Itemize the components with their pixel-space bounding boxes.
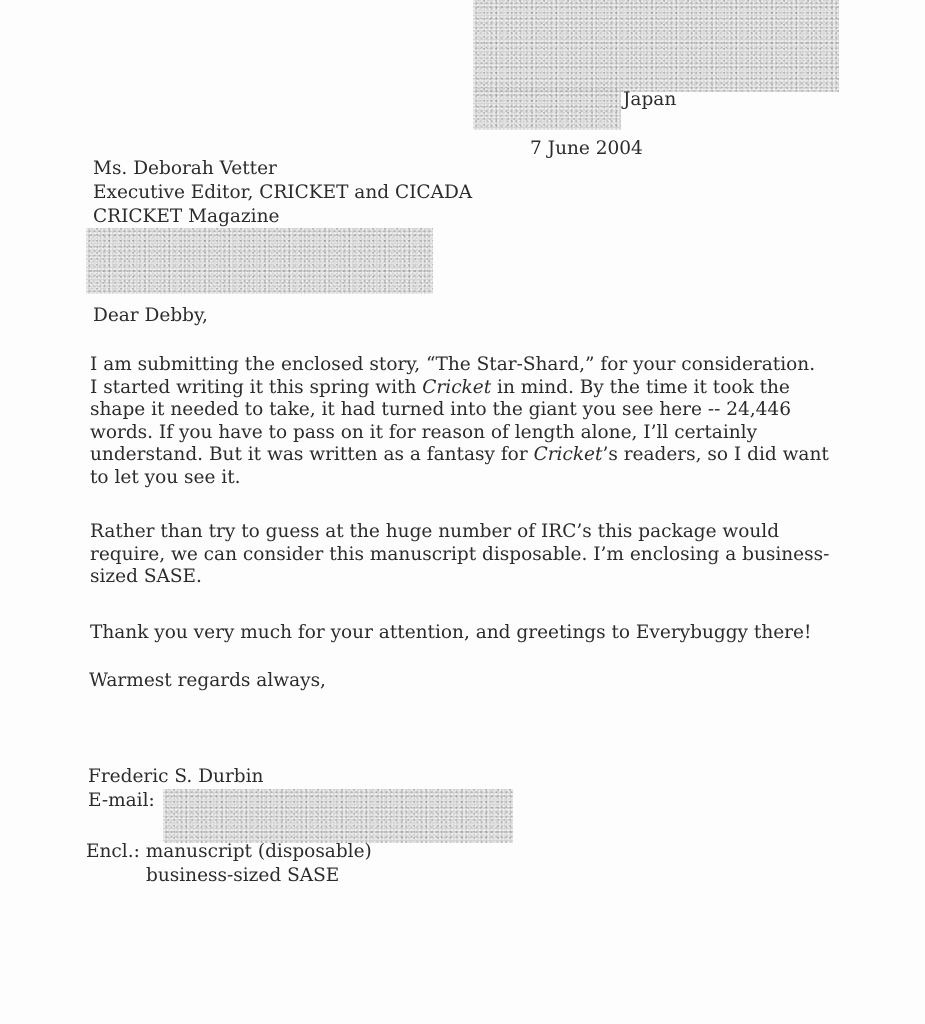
paragraph-line: I am submitting the enclosed story, “The Star-Shard,” for your consideration. (90, 354, 816, 375)
paragraph-line: to let you see it. (90, 466, 241, 488)
letter-date: 7 June 2004 (530, 138, 643, 159)
redacted-sender-address (473, 0, 839, 92)
salutation: Dear Debby, (93, 305, 208, 326)
magazine-title-italic: Cricket (422, 376, 492, 398)
text-run: ’s readers, so I did want (602, 444, 829, 465)
recipient-publication: CRICKET Magazine (93, 206, 280, 227)
body-paragraph-2 (90, 521, 829, 589)
paragraph-line: shape it needed to take, it had turned into the giant you see here -- 24,446 (90, 399, 791, 420)
redacted-email (163, 789, 513, 843)
text-run: in mind. By the time it took the (491, 376, 790, 398)
body-paragraph-3 (90, 622, 811, 645)
text-run: understand. But it was written as a fantasy for (90, 444, 534, 465)
email-label: E-mail: (88, 790, 155, 811)
body-paragraph-1 (90, 354, 829, 489)
paragraph-line (90, 377, 829, 400)
paragraph-line: require, we can consider this manuscript disposable. I’m enclosing a business- (90, 543, 830, 565)
paragraph-line: sized SASE. (90, 566, 202, 587)
paragraph-line: Thank you very much for your attention, and greetings to Everybuggy there! (90, 622, 812, 643)
paragraph-line (90, 444, 829, 467)
signature-name: Frederic S. Durbin (88, 766, 264, 787)
redacted-recipient-address (86, 228, 433, 294)
redacted-sender-address-lower (473, 88, 621, 130)
closing: Warmest regards always, (89, 670, 326, 691)
recipient-block (93, 158, 472, 230)
enclosures-label: Encl.: manuscript (disposable) (86, 841, 372, 862)
paragraph-line: words. If you have to pass on it for reason of length alone, I’ll certainly (90, 421, 758, 443)
recipient-title: Executive Editor, CRICKET and CICADA (93, 182, 473, 203)
paragraph-line: Rather than try to guess at the huge number of IRC’s this package would (90, 521, 780, 542)
enclosure-item: business-sized SASE (146, 865, 340, 886)
text-run: I started writing it this spring with (90, 376, 423, 398)
magazine-title-italic: Cricket (533, 444, 603, 465)
recipient-name: Ms. Deborah Vetter (93, 158, 277, 179)
sender-location: Japan (623, 89, 677, 110)
